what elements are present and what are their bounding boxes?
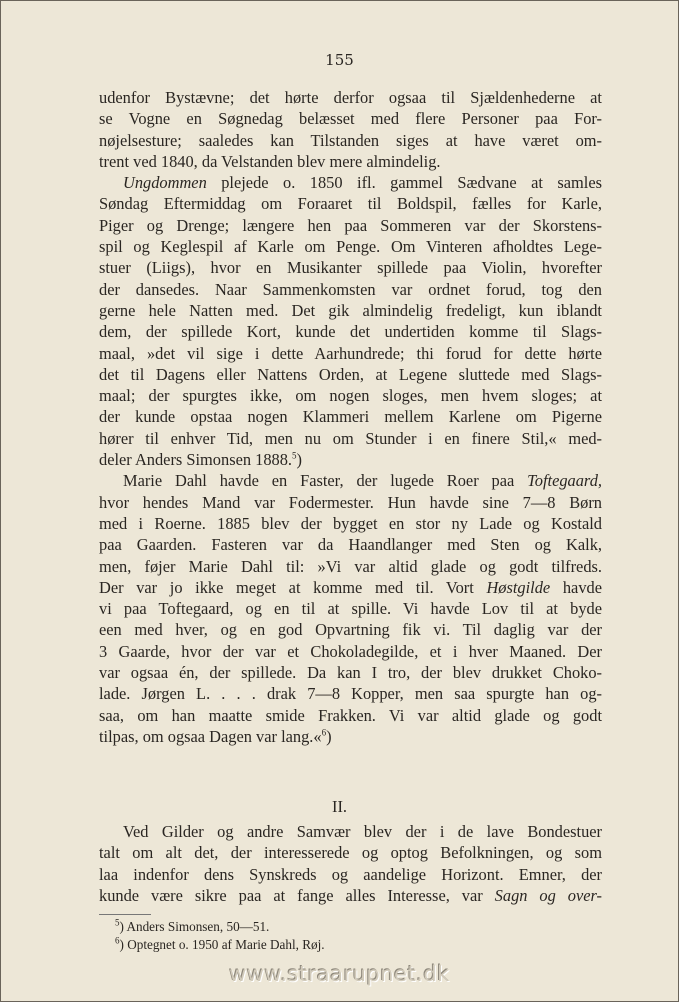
section-text (99, 821, 602, 906)
italic-term: Toftegaard, (527, 471, 602, 491)
text-line: deler Anders Simonsen 1888.$^5$) (99, 450, 302, 470)
text-line: stuer (Liigs), hvor en Musikanter spillede paa Violin, hvorefter (99, 258, 602, 278)
text-line: der dansedes. Naar Sammenkomsten var ordnet forud, tog den (99, 279, 602, 299)
text-line: Ungdommen plejede o. 1850 ifl. gammel Sædvane at samles (123, 173, 602, 193)
main-text (99, 87, 602, 747)
text-line: med i Roerne. 1885 blev der bygget en stor ny Lade og Kostald (99, 513, 602, 533)
text-line: lade. Jørgen L. . . . drak 7—8 Kopper, men saa spurgte han og- (99, 684, 602, 704)
text-line: hører til enhver Tid, men nu om Stunder i en finere Stil,« med- (99, 428, 602, 448)
text-line: Ved Gilder og andre Samvær blev der i de lave Bondestuer (123, 822, 602, 841)
text-line: Piger og Drenge; længere hen paa Sommeren var der Skorstens- (99, 215, 602, 235)
text-line: een med hver, og en god Opvartning fik vi. Til daglig var der (99, 620, 602, 640)
text-line: dem, der spillede Kort, kunde det undertiden komme til Slags- (99, 322, 602, 342)
text-line: udenfor Bystævne; det hørte derfor ogsaa til Sjældenhederne at (99, 88, 602, 107)
text-line: var ogsaa én, der spillede. Da kan I tro, der blev drukket Choko- (99, 663, 602, 683)
footnote-ref: 5 (292, 450, 297, 461)
italic-term: Sagn og over- (494, 885, 602, 905)
footnote: $^6$) Optegnet o. 1950 af Marie Dahl, Røj. (115, 935, 325, 952)
text-line: maal; der spurgtes ikke, om nogen sloges, men hvem sloges; at (99, 386, 602, 406)
footnote-divider (99, 914, 151, 915)
italic-term: Ungdommen (123, 173, 207, 193)
text-line: det til Dagens eller Nattens Orden, at Legene sluttede med Slags- (99, 364, 602, 384)
text-line: Der var jo ikke meget at komme med til. Vort Høstgilde havde (99, 577, 602, 597)
text-line: nøjelsesture; saaledes kan Tilstanden siges at have været om- (99, 130, 602, 150)
footnote-ref: 6 (321, 727, 327, 738)
text-line: kunde være sikre paa at fange alles Interesse, var Sagn og over- (99, 885, 602, 905)
footnote: $^5$) Anders Simonsen, 50—51. (115, 917, 270, 934)
italic-term: Høstgilde (486, 577, 551, 597)
text-line: gerne hele Natten med. Det gik almindelig fredeligt, kun iblandt (99, 300, 602, 320)
text-line: trent ved 1840, da Velstanden blev mere almindelig. (99, 151, 441, 171)
text-line: Marie Dahl havde en Faster, der lugede Roer paa Toftegaard, (123, 471, 602, 491)
text-line: laa indenfor dens Synskreds og aandelige Horizont. Emner, der (99, 864, 602, 884)
text-line: paa Gaarden. Fasteren var da Haandlanger med Sten og Kalk, (99, 535, 602, 555)
text-line: talt om alt det, der interesserede og optog Befolkningen, og som (99, 843, 602, 863)
site-watermark: www.straarupnet.dk (229, 962, 450, 986)
text-line: der kunde opstaa nogen Klammeri mellem Karlene om Pigerne (99, 407, 602, 427)
text-line: men, føjer Marie Dahl til: »Vi var altid glade og godt tilfreds. (99, 556, 602, 576)
text-line: hvor hendes Mand var Fodermester. Hun havde sine 7—8 Børn (99, 492, 602, 512)
section-heading: II. (331, 797, 347, 816)
page-number: 155 (325, 51, 354, 69)
text-line: tilpas, om ogsaa Dagen var lang.«$^6$) (99, 726, 332, 746)
text-line: Søndag Eftermiddag om Foraaret til Boldspil, fælles for Karle, (99, 194, 602, 214)
text-line: 3 Gaarde, hvor der var et Chokoladegilde, et i hver Maaned. Der (99, 641, 602, 661)
text-line: saa, om han maatte smide Frakken. Vi var altid glade og godt (99, 705, 602, 725)
text-line: maal, »det vil sige i dette Aarhundrede; thi forud for dette hørte (99, 343, 602, 363)
footnotes (99, 918, 602, 953)
text-line: spil og Keglespil af Karle om Penge. Om Vinteren afholdtes Lege- (99, 237, 602, 257)
text-line: vi paa Toftegaard, og en til at spille. Vi havde Lov til at byde (99, 599, 602, 619)
text-line: se Vogne en Søgnedag belæsset med flere Personer paa For- (99, 109, 602, 129)
